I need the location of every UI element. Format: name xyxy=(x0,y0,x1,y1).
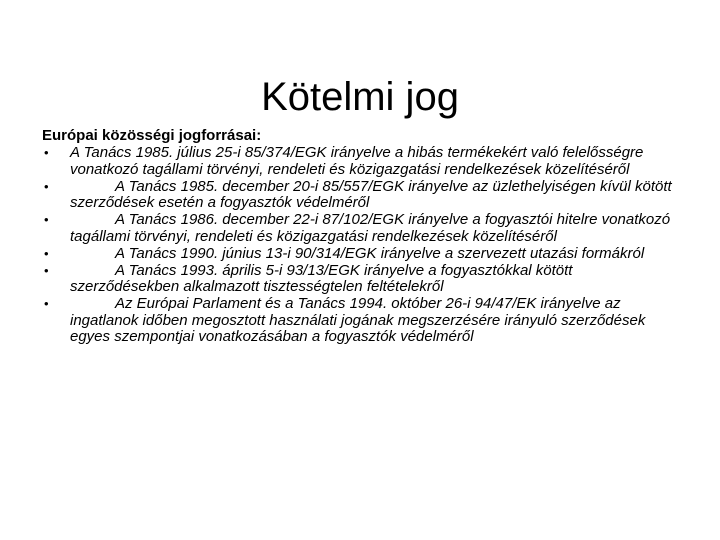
directive-list xyxy=(42,145,682,346)
list-item xyxy=(42,246,682,263)
list-item xyxy=(42,212,682,245)
slide-title: Kötelmi jog xyxy=(261,74,459,119)
list-item-text: Az Európai Parlament és a Tanács 1994. október 26-i 94/47/EK irányelve az ingatlanok időben megosztott használati jogának megszerzésére irányuló szerződések egyes szempontjai vonatkozásában a fogyasztók védelméről xyxy=(70,295,646,345)
section-heading: Európai közösségi jogforrásai: xyxy=(42,127,262,144)
bullet-icon: • xyxy=(44,178,49,194)
list-item xyxy=(42,263,682,296)
bullet-icon: • xyxy=(44,145,49,160)
bullet-icon: • xyxy=(44,245,49,261)
list-item-text: A Tanács 1985. december 20-i 85/557/EGK irányelve az üzlethelyiségen kívül kötött szerződések esetén a fogyasztók védelméről xyxy=(70,177,672,211)
slide-content xyxy=(42,126,682,346)
list-item-text: A Tanács 1993. április 5-i 93/13/EGK irányelve a fogyasztókkal kötött szerződésekben alkalmazott tisztességtelen feltételekről xyxy=(70,261,573,295)
list-item xyxy=(42,145,682,178)
list-item-text: A Tanács 1990. június 13-i 90/314/EGK irányelve a szervezett utazási formákról xyxy=(115,244,645,262)
list-item xyxy=(42,296,682,346)
list-item-text: A Tanács 1985. július 25-i 85/374/EGK irányelve a hibás termékekért való felelősségre vonatkozó tagállami törvényi, rendeleti és közigazgatási rendelkezések közelítéséről xyxy=(70,144,644,178)
bullet-icon: • xyxy=(44,212,49,227)
list-item-text: A Tanács 1986. december 22-i 87/102/EGK irányelve a fogyasztói hitelre vonatkozó tagállami törvényi, rendeleti és közigazgatási rendelkezések közelítéséről xyxy=(70,211,671,245)
list-item xyxy=(42,179,682,212)
bullet-icon: • xyxy=(44,262,49,278)
bullet-icon: • xyxy=(44,296,49,311)
